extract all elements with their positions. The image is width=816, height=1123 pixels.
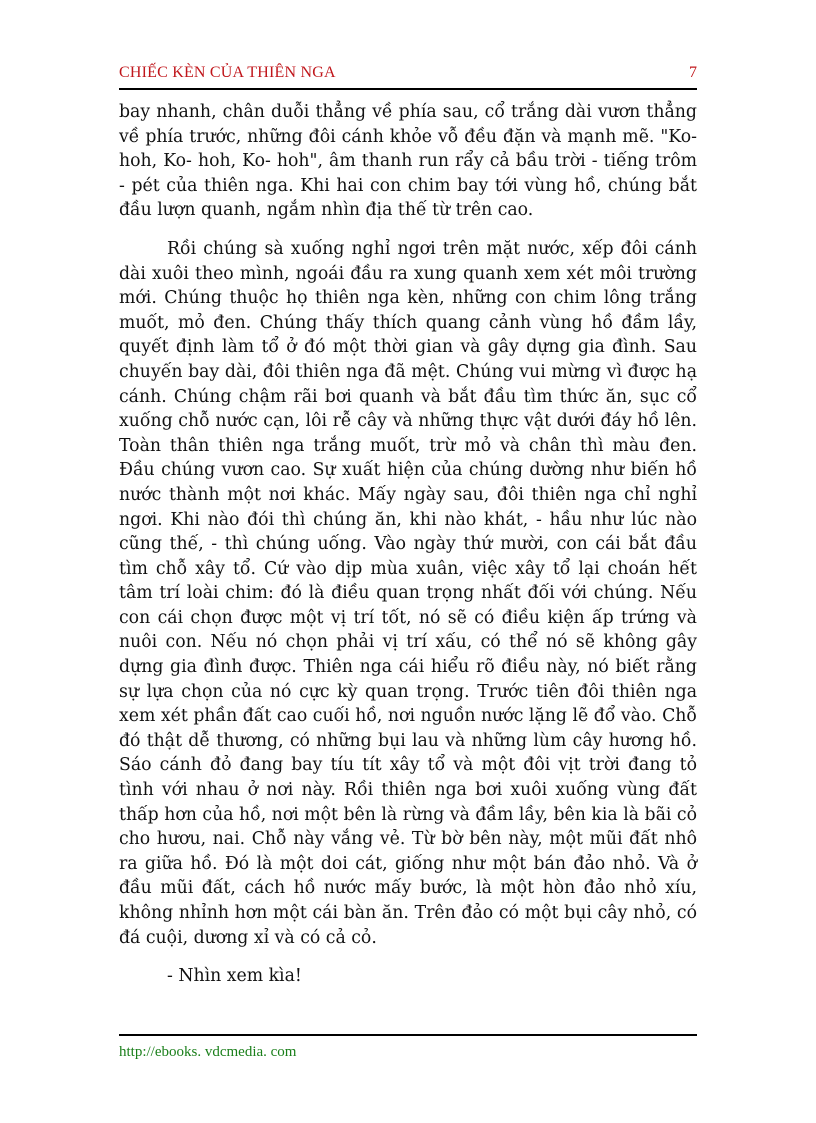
header-divider: [119, 88, 697, 90]
book-title: CHIẾC KÈN CỦA THIÊN NGA: [119, 64, 336, 81]
page-header: [119, 62, 697, 88]
paragraph-2: Rồi chúng sà xuống nghỉ ngơi trên mặt nước, xếp đôi cánh dài xuôi theo mình, ngoái đầu ra xung quanh xem xét môi trường mới. Chúng thuộc họ thiên nga kèn, những con chim lông trắng muốt, mỏ đen. Chúng thấy thích quang cảnh vùng hồ đầm lầy, quyết định làm tổ ở đó một thời gian và gây dựng gia đình. Sau chuyến bay dài, đôi thiên nga đã mệt. Chúng vui mừng vì được hạ cánh. Chúng chậm rãi bơi quanh và bắt đầu tìm thức ăn, sục cổ xuống chỗ nước cạn, lôi rễ cây và những thực vật dưới đáy hồ lên. Toàn thân thiên nga trắng muốt, trừ mỏ và chân thì màu đen. Đầu chúng vươn cao. Sự xuất hiện của chúng dường như biến hồ nước thành một nơi khác. Mấy ngày sau, đôi thiên nga chỉ nghỉ ngơi. Khi nào đói thì chúng ăn, khi nào khát, - hầu như lúc nào cũng thế, - thì chúng uống. Vào ngày thứ mười, con cái bắt đầu tìm chỗ xây tổ. Cứ vào dịp mùa xuân, việc xây tổ lại choán hết tâm trí loài chim: đó là điều quan trọng nhất đối với chúng. Nếu con cái chọn được một vị trí tốt, nó sẽ có điều kiện ấp trứng và nuôi con. Nếu nó chọn phải vị trí xấu, có thể nó sẽ không gây dựng gia đình được. Thiên nga cái hiểu rõ điều này, nó biết rằng sự lựa chọn của nó cực kỳ quan trọng. Trước tiên đôi thiên nga xem xét phần đất cao cuối hồ, nơi nguồn nước lặng lẽ đổ vào. Chỗ đó thật dễ thương, có những bụi lau và những lùm cây hương hồ. Sáo cánh đỏ đang bay tíu tít xây tổ và một đôi vịt trời đang tỏ tình với nhau ở nơi này. Rồi thiên nga bơi xuôi xuống vùng đất thấp hơn của hồ, nơi một bên là rừng và đầm lầy, bên kia là bãi cỏ cho hươu, nai. Chỗ này vắng vẻ. Từ bờ bên này, một mũi đất nhô ra giữa hồ. Đó là một doi cát, giống như một bán đảo nhỏ. Và ở đầu mũi đất, cách hồ nước mấy bước, là một hòn đảo nhỏ xíu, không nhỉnh hơn một cái bàn ăn. Trên đảo có một bụi cây nhỏ, có đá cuội, dương xỉ và có cả cỏ.: [119, 238, 697, 948]
page-number: 7: [689, 64, 697, 81]
footer-divider: [119, 1034, 697, 1036]
footer-website-link[interactable]: http://ebooks. vdcmedia. com: [119, 1044, 297, 1060]
paragraph-3: - Nhìn xem kìa!: [167, 966, 302, 987]
paragraph-1: bay nhanh, chân duỗi thẳng về phía sau, cổ trắng dài vươn thẳng về phía trước, những đôi cánh khỏe vỗ đều đặn và mạnh mẽ. "Ko- hoh, Ko- hoh, Ko- hoh", âm thanh run rẩy cả bầu trời - tiếng trôm - pét của thiên nga. Khi hai con chim bay tới vùng hồ, chúng bắt đầu lượn quanh, ngắm nhìn địa thế từ trên cao.: [119, 102, 697, 221]
page-body: [119, 100, 697, 1003]
